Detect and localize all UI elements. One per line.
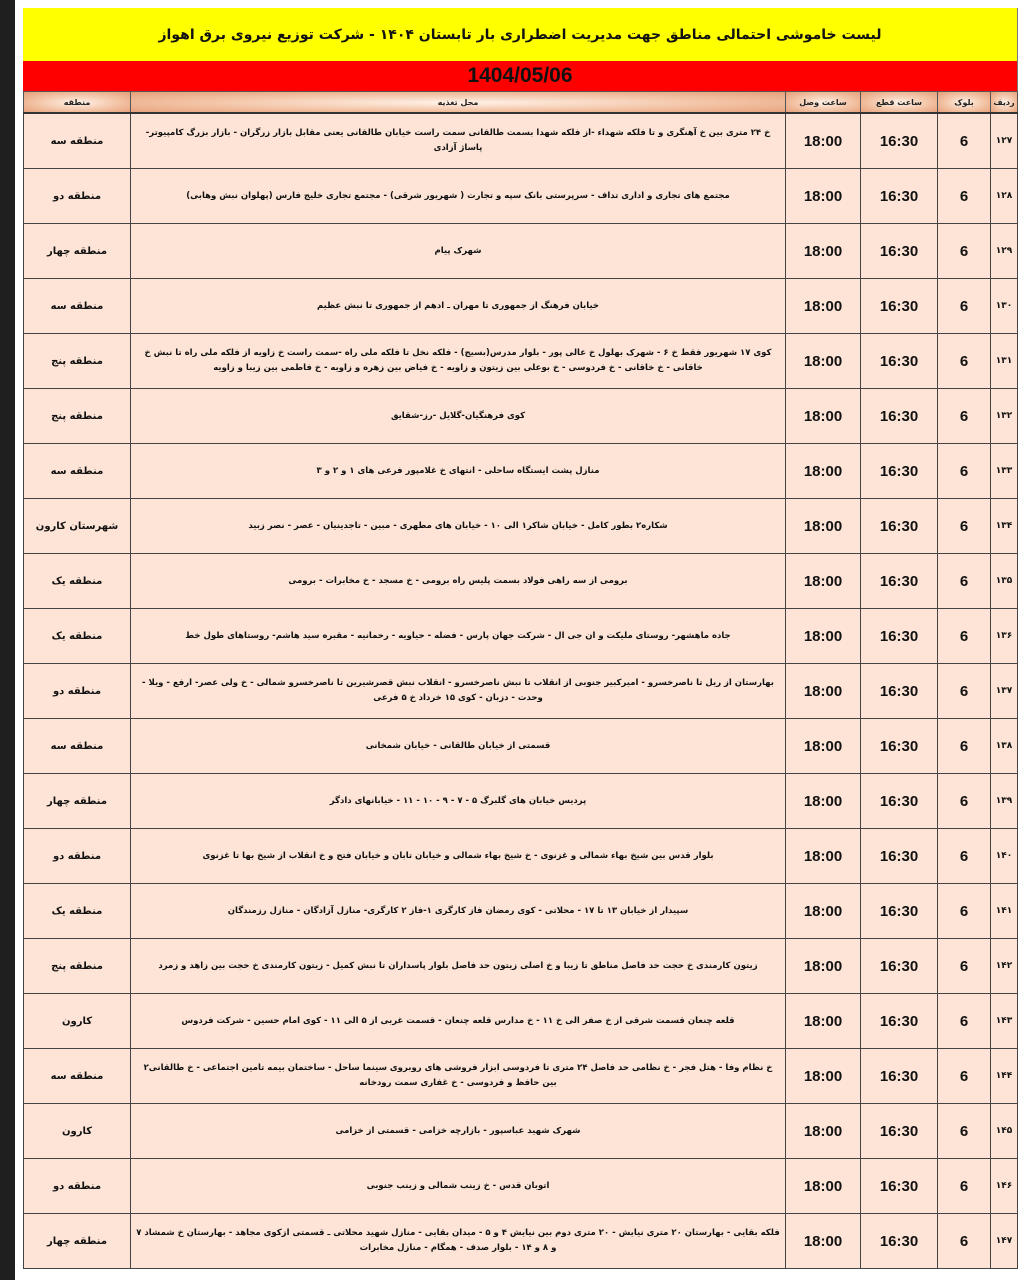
feed-location: خیابان فرهنگ از جمهوری تا مهران ـ ادهم از جمهوری تا نبش عظیم	[131, 279, 786, 334]
feed-location: شکاره۲ بطور کامل - خیابان شاکر۱ الی ۱۰ - خیابان های مطهری - مبین - تاجدینیان - عصر - نصر زبید	[131, 499, 786, 554]
table-row	[24, 554, 1018, 609]
feed-location: برومی از سه راهی فولاد بسمت پلیس راه برومی - خ مسجد - خ مخابرات - برومی	[131, 554, 786, 609]
region: منطقه چهار	[24, 774, 131, 829]
block-number: 6	[938, 884, 991, 939]
connect-time: 18:00	[786, 279, 861, 334]
region: منطقه یک	[24, 554, 131, 609]
header-block: بلوک	[938, 92, 991, 114]
feed-location: کوی ۱۷ شهریور فقط خ ۶ - شهرک بهلول خ عالی پور - بلوار مدرس(بسیج) - فلکه نخل تا فلکه ملی راه -سمت راست خ زاویه از فلکه ملی راه تا نبش خ خاقانی - خ خاقانی - خ فردوسی - خ بوعلی بین زیتون و زاویه - خ فیاض بین زهره و زاویه - خ فاطمی بین زیبا و زاویه	[131, 334, 786, 389]
cut-time: 16:30	[861, 334, 938, 389]
feed-location: کوی فرهنگیان-گلایل -رز-شقایق	[131, 389, 786, 444]
table-row	[24, 939, 1018, 994]
cut-time: 16:30	[861, 444, 938, 499]
connect-time: 18:00	[786, 554, 861, 609]
region: منطقه دو	[24, 829, 131, 884]
table-row	[24, 994, 1018, 1049]
feed-location: بهارستان از ریل تا ناصرخسرو - امیرکبیر جنوبی از انقلاب تا نبش ناصرخسرو - انقلاب نبش قصرشیرین تا ناصرخسرو شمالی - خ ولی عصر- ارفع - ویلا - وحدت - دزبان - کوی ۱۵ خرداد خ ۵ فرعی	[131, 664, 786, 719]
feed-location: فلکه بقایی - بهارستان ۲۰ متری نیایش - ۲۰ متری دوم بین نیایش ۴ و ۵ - میدان بقایی - منازل شهید محلاتی ـ قسمتی ازکوی مجاهد - بهارستان خ شمشاد ۷ و ۸ و ۱۴ - بلوار صدف - همگام - منازل مخابرات	[131, 1214, 786, 1269]
table-row	[24, 224, 1018, 279]
table-row	[24, 1159, 1018, 1214]
feed-location: مجتمع های تجاری و اداری تداف - سرپرستی بانک سپه و تجارت ( شهریور شرقی) - مجتمع تجاری خلیج فارس (پهلوان نبش وهابی)	[131, 169, 786, 224]
table-row	[24, 609, 1018, 664]
cut-time: 16:30	[861, 224, 938, 279]
block-number: 6	[938, 994, 991, 1049]
connect-time: 18:00	[786, 1159, 861, 1214]
row-number: ۱۳۰	[991, 279, 1018, 334]
cut-time: 16:30	[861, 829, 938, 884]
block-number: 6	[938, 113, 991, 169]
block-number: 6	[938, 169, 991, 224]
row-number: ۱۳۲	[991, 389, 1018, 444]
connect-time: 18:00	[786, 444, 861, 499]
row-number: ۱۳۵	[991, 554, 1018, 609]
cut-time: 16:30	[861, 499, 938, 554]
feed-location: قلعه چنعان قسمت شرقی از خ صفر الی خ ۱۱ - خ مدارس قلعه چنعان - قسمت غربی از ۵ الی ۱۱ - کوی امام حسین - شرکت فردوس	[131, 994, 786, 1049]
connect-time: 18:00	[786, 334, 861, 389]
block-number: 6	[938, 664, 991, 719]
region: منطقه دو	[24, 1159, 131, 1214]
block-number: 6	[938, 1104, 991, 1159]
table-row	[24, 113, 1018, 169]
cut-time: 16:30	[861, 169, 938, 224]
table-row	[24, 334, 1018, 389]
connect-time: 18:00	[786, 224, 861, 279]
window-edge	[0, 0, 15, 1280]
row-number: ۱۴۷	[991, 1214, 1018, 1269]
block-number: 6	[938, 389, 991, 444]
region: منطقه پنج	[24, 389, 131, 444]
feed-location: اتوبان قدس - خ زینب شمالی و زینب جنوبی	[131, 1159, 786, 1214]
region: منطقه سه	[24, 279, 131, 334]
region: کارون	[24, 994, 131, 1049]
connect-time: 18:00	[786, 664, 861, 719]
region: شهرستان کارون	[24, 499, 131, 554]
connect-time: 18:00	[786, 1214, 861, 1269]
row-number: ۱۴۳	[991, 994, 1018, 1049]
document-title: لیست خاموشی احتمالی مناطق جهت مدیریت اضطراری بار تابستان ۱۴۰۴ - شرکت توزیع نیروی برق اهواز	[23, 8, 1017, 61]
row-number: ۱۴۲	[991, 939, 1018, 994]
row-number: ۱۳۷	[991, 664, 1018, 719]
connect-time: 18:00	[786, 113, 861, 169]
row-number: ۱۳۳	[991, 444, 1018, 499]
cut-time: 16:30	[861, 113, 938, 169]
row-number: ۱۴۴	[991, 1049, 1018, 1104]
feed-location: زیتون کارمندی خ حجت حد فاصل مناطق تا زیبا و خ اصلی زیتون حد فاصل بلوار پاسداران تا نبش کمیل - زیتون کارمندی خ حجت بین زاهد و زمرد	[131, 939, 786, 994]
block-number: 6	[938, 774, 991, 829]
region: منطقه دو	[24, 664, 131, 719]
connect-time: 18:00	[786, 1049, 861, 1104]
block-number: 6	[938, 499, 991, 554]
block-number: 6	[938, 444, 991, 499]
block-number: 6	[938, 1049, 991, 1104]
row-number: ۱۲۷	[991, 113, 1018, 169]
region: منطقه چهار	[24, 1214, 131, 1269]
region: منطقه سه	[24, 1049, 131, 1104]
row-number: ۱۳۹	[991, 774, 1018, 829]
cut-time: 16:30	[861, 389, 938, 444]
connect-time: 18:00	[786, 994, 861, 1049]
row-number: ۱۳۸	[991, 719, 1018, 774]
header-region: منطقه	[24, 92, 131, 114]
cut-time: 16:30	[861, 279, 938, 334]
feed-location: سپیدار از خیابان ۱۳ تا ۱۷ - محلاتی - کوی رمضان فاز کارگری ۱-فاز ۲ کارگری- منازل آزادگان - منازل رزمندگان	[131, 884, 786, 939]
feed-location: شهرک شهید عباسپور - بازارچه خزامی - قسمتی از خزامی	[131, 1104, 786, 1159]
cut-time: 16:30	[861, 719, 938, 774]
connect-time: 18:00	[786, 609, 861, 664]
header-feed-location: محل تغذیه	[131, 92, 786, 114]
feed-location: بلوار قدس بین شیخ بهاء شمالی و غزنوی - خ شیخ بهاء شمالی و خیابان تابان و خیابان فتح و خ انقلاب از شیخ بها تا غزنوی	[131, 829, 786, 884]
region: منطقه سه	[24, 719, 131, 774]
cut-time: 16:30	[861, 774, 938, 829]
row-number: ۱۴۰	[991, 829, 1018, 884]
feed-location: خ نظام وفا - هتل فجر - خ نظامی حد فاصل ۲۴ متری تا فردوسی ابزار فروشی های روبروی سینما ساحل - ساختمان بیمه تامین اجتماعی - خ طالقانی۲ بین حافظ و فردوسی - خ غفاری سمت رودخانه	[131, 1049, 786, 1104]
block-number: 6	[938, 829, 991, 884]
feed-location: پردیس خیابان های گلبرگ ۵ - ۷ - ۹ - ۱۰ - ۱۱ - خیابانهای دادگر	[131, 774, 786, 829]
table-row	[24, 1104, 1018, 1159]
connect-time: 18:00	[786, 389, 861, 444]
table-row	[24, 884, 1018, 939]
region: منطقه دو	[24, 169, 131, 224]
cut-time: 16:30	[861, 994, 938, 1049]
row-number: ۱۴۶	[991, 1159, 1018, 1214]
row-number: ۱۳۱	[991, 334, 1018, 389]
cut-time: 16:30	[861, 1159, 938, 1214]
table-row	[24, 499, 1018, 554]
connect-time: 18:00	[786, 1104, 861, 1159]
table-row	[24, 1049, 1018, 1104]
region: منطقه پنج	[24, 939, 131, 994]
region: کارون	[24, 1104, 131, 1159]
row-number: ۱۴۱	[991, 884, 1018, 939]
row-number: ۱۲۸	[991, 169, 1018, 224]
header-cut-time: ساعت قطع	[861, 92, 938, 114]
table-row	[24, 169, 1018, 224]
cut-time: 16:30	[861, 554, 938, 609]
outage-schedule-sheet	[23, 8, 1018, 1269]
block-number: 6	[938, 224, 991, 279]
region: منطقه سه	[24, 113, 131, 169]
cut-time: 16:30	[861, 939, 938, 994]
cut-time: 16:30	[861, 609, 938, 664]
table-row	[24, 719, 1018, 774]
connect-time: 18:00	[786, 499, 861, 554]
block-number: 6	[938, 719, 991, 774]
row-number: ۱۳۶	[991, 609, 1018, 664]
cut-time: 16:30	[861, 1104, 938, 1159]
schedule-date: 1404/05/06	[23, 61, 1017, 91]
row-number: ۱۳۴	[991, 499, 1018, 554]
table-row	[24, 664, 1018, 719]
table-row	[24, 1214, 1018, 1269]
table-row	[24, 774, 1018, 829]
connect-time: 18:00	[786, 774, 861, 829]
header-connect-time: ساعت وصل	[786, 92, 861, 114]
region: منطقه چهار	[24, 224, 131, 279]
block-number: 6	[938, 939, 991, 994]
region: منطقه یک	[24, 609, 131, 664]
cut-time: 16:30	[861, 664, 938, 719]
block-number: 6	[938, 554, 991, 609]
table-header-row	[24, 92, 1018, 114]
cut-time: 16:30	[861, 1214, 938, 1269]
table-row	[24, 829, 1018, 884]
cut-time: 16:30	[861, 884, 938, 939]
block-number: 6	[938, 609, 991, 664]
table-row	[24, 279, 1018, 334]
region: منطقه پنج	[24, 334, 131, 389]
connect-time: 18:00	[786, 829, 861, 884]
block-number: 6	[938, 1214, 991, 1269]
connect-time: 18:00	[786, 939, 861, 994]
feed-location: خ ۲۴ متری بین خ آهنگری و تا فلکه شهداء -از فلکه شهدا بسمت طالقانی سمت راست خیابان طالقانی یعنی مقابل بازار زرگران - بازار بزرگ کامپیوتر- پاساژ آزادی	[131, 113, 786, 169]
connect-time: 18:00	[786, 719, 861, 774]
table-row	[24, 444, 1018, 499]
table-row	[24, 389, 1018, 444]
connect-time: 18:00	[786, 169, 861, 224]
region: منطقه سه	[24, 444, 131, 499]
connect-time: 18:00	[786, 884, 861, 939]
feed-location: شهرک پیام	[131, 224, 786, 279]
feed-location: منازل پشت ایستگاه ساحلی - انتهای خ غلامپور فرعی های ۱ و ۲ و ۳	[131, 444, 786, 499]
row-number: ۱۴۵	[991, 1104, 1018, 1159]
header-row-number: ردیف	[991, 92, 1018, 114]
block-number: 6	[938, 279, 991, 334]
cut-time: 16:30	[861, 1049, 938, 1104]
block-number: 6	[938, 1159, 991, 1214]
block-number: 6	[938, 334, 991, 389]
outage-table	[23, 91, 1018, 1269]
feed-location: جاده ماهشهر- روستای ملیکت و ان جی ال - شرکت جهان پارس - فضله - حیاویه - رحمانیه - مقبره سید هاشم- روستاهای طول خط	[131, 609, 786, 664]
row-number: ۱۲۹	[991, 224, 1018, 279]
feed-location: قسمتی از خیابان طالقانی - خیابان شمخانی	[131, 719, 786, 774]
region: منطقه یک	[24, 884, 131, 939]
